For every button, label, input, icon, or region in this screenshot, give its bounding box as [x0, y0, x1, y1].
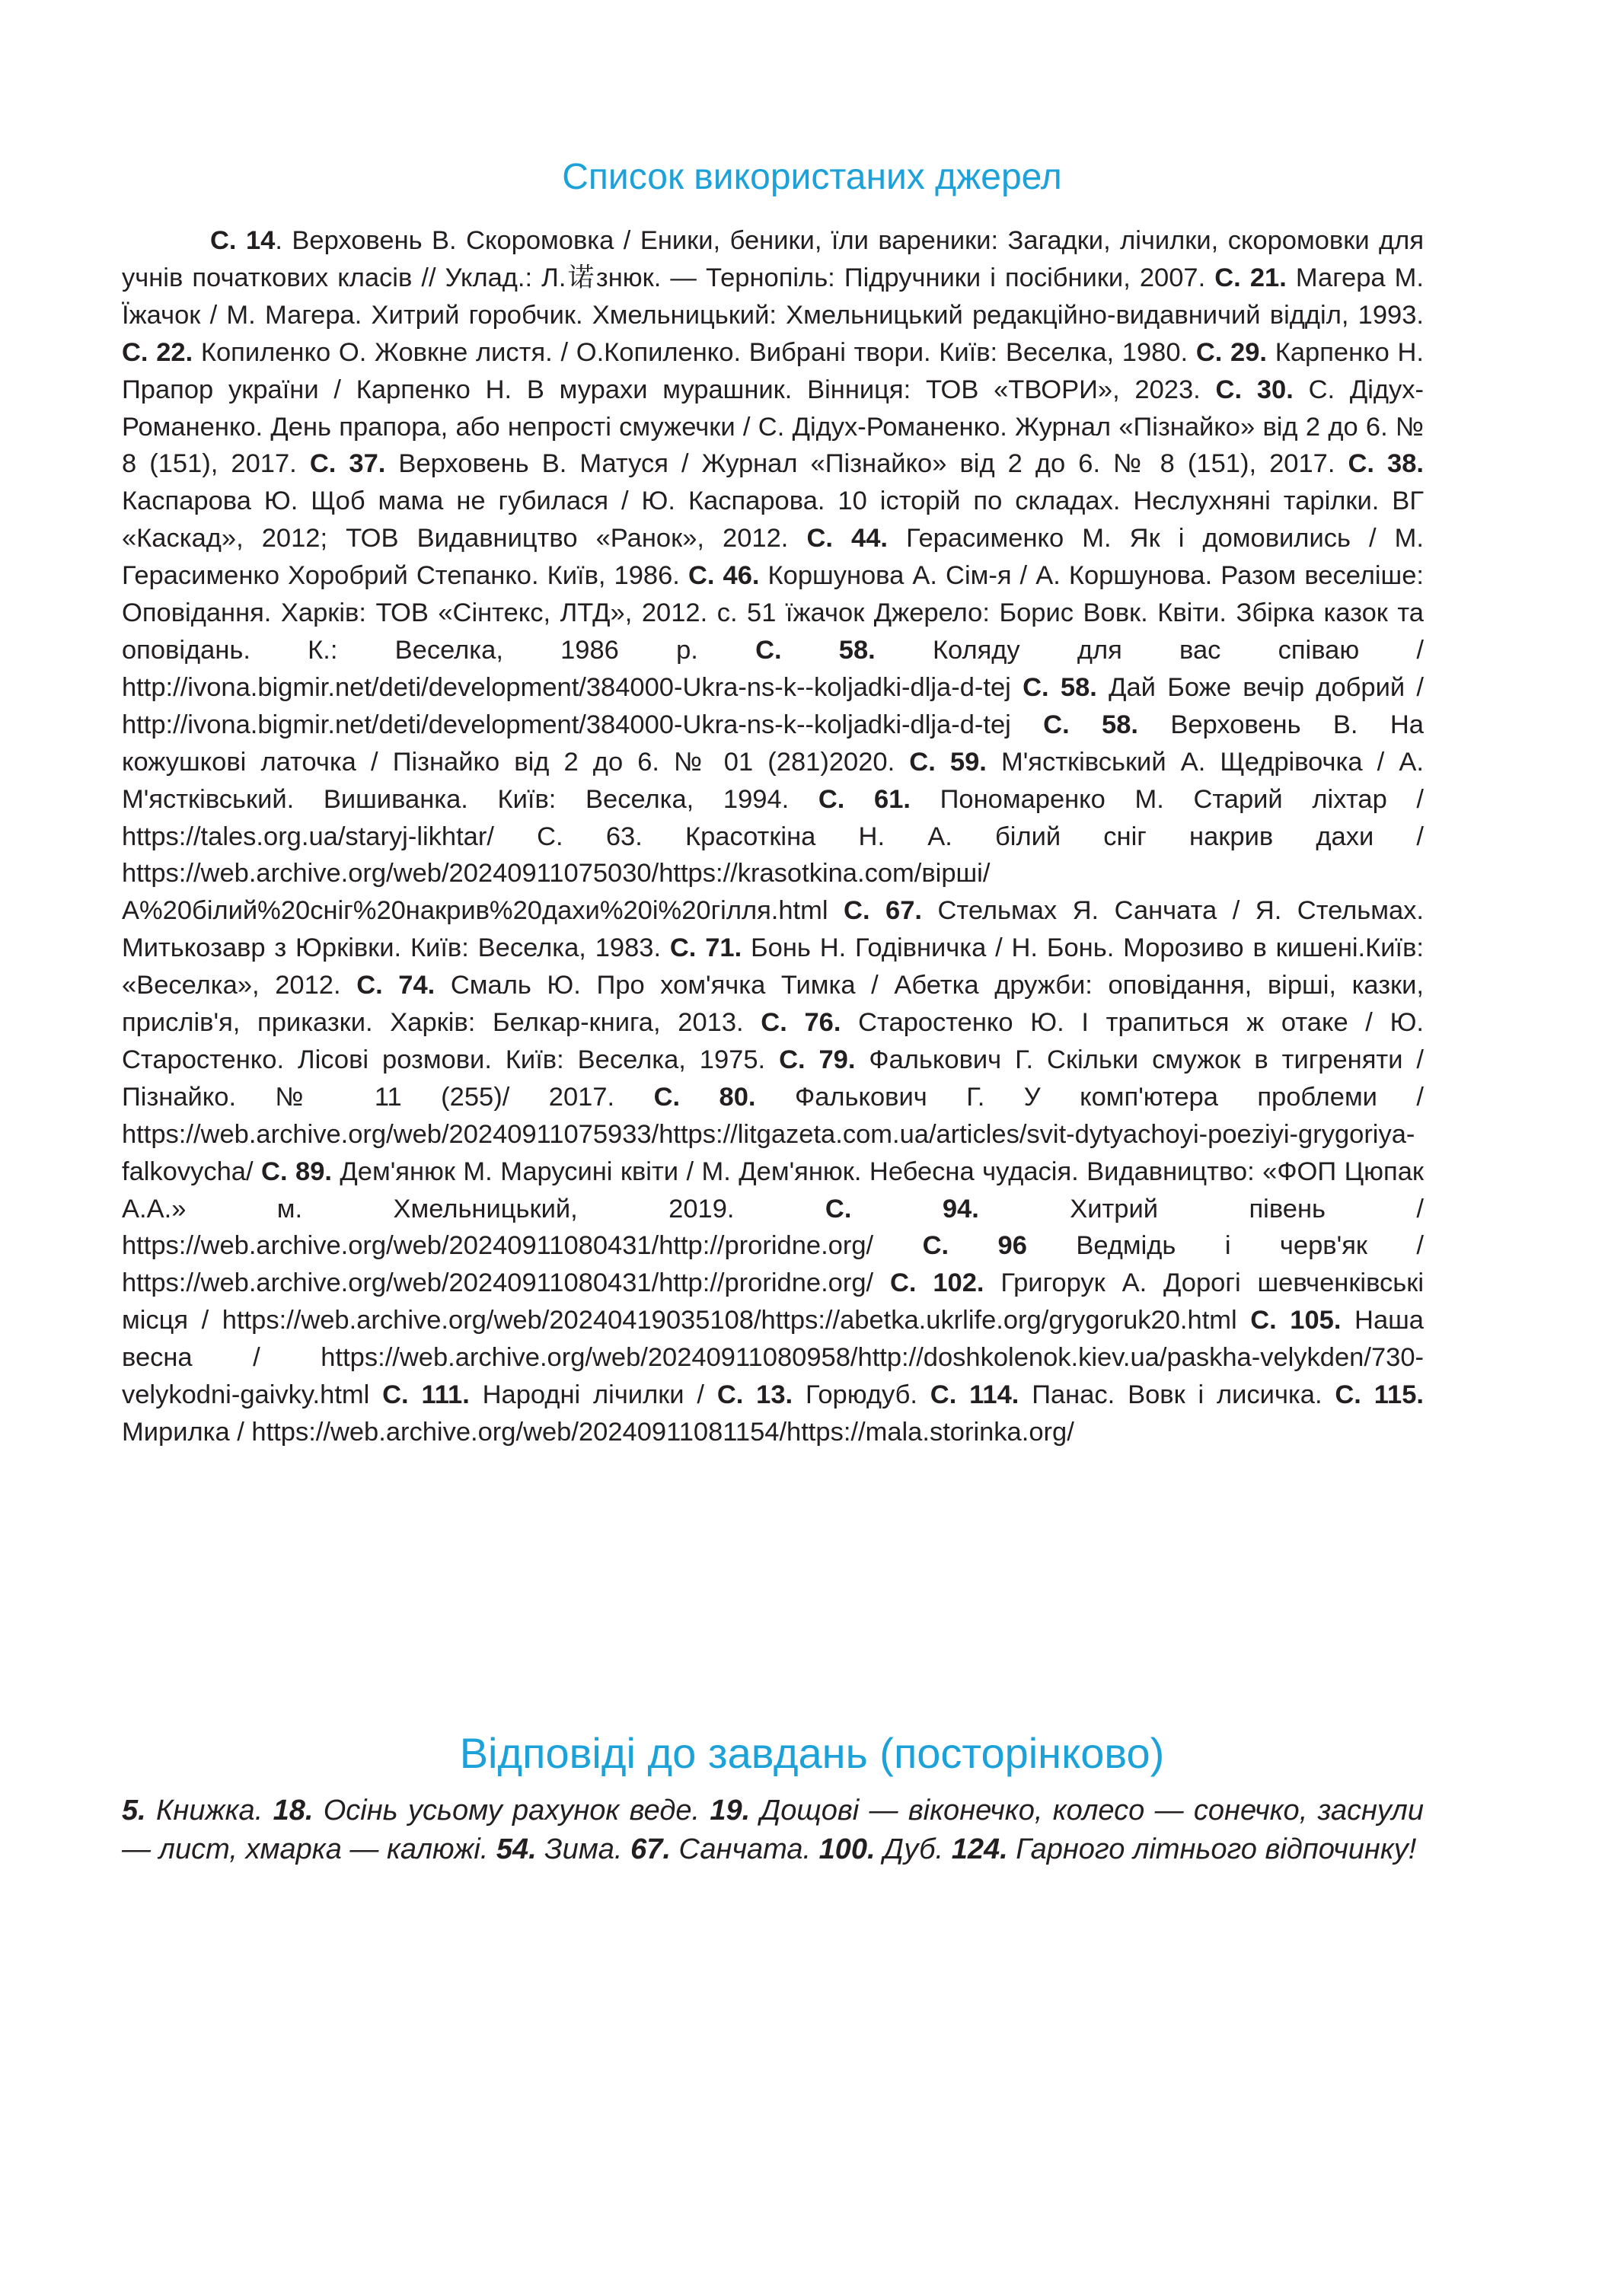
source-entry-page-ref: С. 67.: [844, 896, 923, 926]
source-entry-text: Дай Боже вечір добрий / http://ivona.bigmir.net/deti/development/384000-Ukra-ns-k--koljadki-dlja-d-tej: [122, 672, 1424, 739]
source-entry-page-ref: С. 96: [922, 1231, 1027, 1261]
answer-entry: [952, 1833, 1417, 1865]
answer-entry-text: Санчата.: [670, 1833, 819, 1865]
answer-entry-page-ref: 5.: [122, 1795, 146, 1827]
answer-entry-page-ref: 67.: [630, 1833, 671, 1865]
source-entry-page-ref: С. 59.: [909, 747, 987, 777]
source-entry-text: Коршунова А. Сім-я / А. Коршунова. Разом веселіше: Оповідання. Харків: ТОВ «Сінтекс, ЛТД», 2012. с. 51 їжачок Джерело: Борис Вовк. Квіти. Збірка казок та оповідань. К.: Веселка, 1986 р.: [122, 561, 1424, 665]
answer-entry-text: Осінь усьому рахунок веде.: [313, 1795, 710, 1827]
source-entry: [310, 449, 1348, 478]
source-entry-page-ref: С. 94.: [825, 1194, 979, 1224]
source-entry-text: Фалькович Г. У комп'ютера проблеми / https://web.archive.org/web/20240911075933/https://litgazeta.com.ua/articles/svit-dytyachoyi-poeziyi-grygoriya-falkovycha/: [122, 1082, 1424, 1186]
source-entry-text: Старостенко Ю. І трапиться ж отаке / Ю. Старостенко. Лісові розмови. Київ: Веселка, 1975.: [122, 1008, 1425, 1074]
source-entry-text: Каспарова Ю. Щоб мама не губилася / Ю. Каспарова. 10 історій по складах. Неслухняні тарілки. ВГ «Каскад», 2012; ТОВ Видавництво «Ранок», 2012.: [122, 487, 1424, 554]
source-entry-page-ref: С. 76.: [761, 1008, 841, 1038]
source-entry: [930, 1380, 1335, 1409]
source-entry-text: М'ястківський А. Щедрівочка / А. М'ястківський. Вишиванка. Київ: Веселка, 1994.: [122, 747, 1424, 814]
answer-entry-page-ref: 18.: [273, 1795, 314, 1827]
source-entry-page-ref: С. 80.: [653, 1082, 756, 1112]
source-entry-page-ref: С. 102.: [889, 1268, 984, 1298]
answer-entry-text: Зима.: [536, 1833, 631, 1865]
source-entry-page-ref: С. 14: [210, 226, 276, 255]
source-entry-text: С. Дідух-Романенко. День прапора, або непрості смужечки / С. Дідух-Романенко. Журнал «Пізнайко» від 2 до 6. № 8 (151), 2017.: [122, 375, 1424, 479]
source-entry-page-ref: С. 37.: [309, 449, 386, 479]
answers-heading: Відповіді до завдань (посторінково): [459, 1729, 1165, 1777]
answer-entry-text: Дуб.: [875, 1833, 952, 1865]
source-entry-text: Наша весна / https://web.archive.org/web/20240911080958/http://doshkolenok.kiev.ua/paskha-velykden/730-velykodni-gaivky.html: [122, 1306, 1424, 1410]
answer-entry-text: Книжка.: [145, 1795, 273, 1827]
source-entry-text: Копиленко О. Жовкне листя. / О.Копиленко. Вибрані твори. Київ: Веселка, 1980.: [193, 337, 1196, 367]
source-entry-page-ref: С. 30.: [1215, 375, 1294, 404]
source-entry-page-ref: С. 13.: [716, 1380, 793, 1410]
source-entry-page-ref: С. 58.: [1043, 710, 1138, 739]
source-entry-page-ref: С. 105.: [1250, 1306, 1342, 1335]
source-entry-page-ref: С. 89.: [261, 1157, 332, 1186]
source-entry-text: Карпенко Н. Прапор україни / Карпенко Н. В мурахи мурашник. Вінниця: ТОВ «ТВОРИ», 2023.: [122, 337, 1424, 404]
source-entry-text: Пономаренко М. Старий ліхтар / https://tales.org.ua/staryj-likhtar/ С. 63. Красоткіна Н. А. білий сніг накрив дахи / https://web.archive.org/web/20240911075030/https://krasotkina.com/вірші/А%20білий%20сніг%20накрив%20дахи%20і%20гілля.html: [122, 784, 1424, 926]
answer-entry-page-ref: 54.: [496, 1833, 537, 1865]
source-entry-text: Ведмідь і черв'як / https://web.archive.org/web/20240911080431/http://proridne.org/: [122, 1231, 1424, 1298]
source-entry-text: Смаль Ю. Про хом'ячка Тимка / Абетка дружби: оповідання, вірші, казки, прислів'я, приказки. Харків: Белкар-книга, 2013.: [122, 971, 1424, 1038]
source-entry-page-ref: С. 44.: [806, 524, 889, 554]
answer-entry: [630, 1833, 819, 1865]
source-entry-page-ref: С. 22.: [122, 337, 193, 367]
source-entry-page-ref: С. 58.: [755, 635, 876, 665]
source-entry: [122, 338, 1196, 367]
source-entry-page-ref: С. 46.: [688, 561, 760, 591]
source-entry-page-ref: С. 115.: [1335, 1380, 1424, 1410]
answer-entry: [496, 1833, 630, 1865]
source-entry-page-ref: С. 61.: [818, 784, 911, 814]
source-entry-page-ref: С. 111.: [382, 1380, 470, 1410]
source-entry-page-ref: С. 21.: [1214, 263, 1287, 292]
sources-heading: Список використаних джерел: [562, 157, 1062, 197]
source-entry-page-ref: С. 79.: [779, 1045, 856, 1074]
source-entry-text: Дем'янюк М. Марусині квіти / М. Дем'янюк. Небесна чудасія. Видавництво: «ФОП Цюпак А.А.» м. Хмельницький, 2019.: [122, 1157, 1425, 1224]
source-entry-text: Коляду для вас співаю / http://ivona.bigmir.net/deti/development/384000-Ukra-ns-k--koljadki-dlja-d-tej: [122, 635, 1424, 702]
answer-entry-page-ref: 124.: [951, 1833, 1008, 1865]
source-entry-page-ref: С. 29.: [1195, 337, 1268, 367]
answer-entry-page-ref: 100.: [818, 1833, 876, 1865]
answer-entry: [273, 1795, 710, 1827]
source-entry-page-ref: С. 38.: [1348, 449, 1425, 479]
source-entry-text: Верховень В. На кожушкові латочка / Пізнайко від 2 до 6. № 01 (281)2020.: [122, 710, 1424, 777]
source-entry-text: Хитрий півень / https://web.archive.org/web/20240911080431/http://proridne.org/: [122, 1194, 1424, 1261]
source-entry-text: Фалькович Г. Скільки смужок в тигреняти / Пізнайко. № 11 (255)/ 2017.: [122, 1045, 1424, 1112]
source-entry-page-ref: С. 71.: [669, 933, 742, 963]
source-entry-text: Бонь Н. Годівничка / Н. Бонь. Морозиво в кишені.Київ: «Веселка», 2012.: [122, 933, 1424, 1000]
source-entry-text: Григорук А. Дорогі шевченківські місця / https://web.archive.org/web/20240419035108/https://abetka.ukrlife.org/grygoruk20.html: [122, 1268, 1425, 1335]
answer-entry-text: Гарного літнього відпочинку!: [1007, 1833, 1417, 1865]
source-entry-page-ref: С. 114.: [930, 1380, 1019, 1410]
source-entry-text: Магера М. Їжачок / М. Магера. Хитрий горобчик. Хмельницький: Хмельницький редакційно-видавничий відділ, 1993.: [122, 263, 1424, 330]
answer-entry-page-ref: 19.: [710, 1795, 751, 1827]
answers-list: [122, 1791, 1424, 1869]
answer-entry-text: Дощові — віконечко, колесо — сонечко, заснули — лист, хмарка — калюжі.: [122, 1795, 1425, 1865]
source-entry-text: Панас. Вовк і лисичка.: [1019, 1380, 1335, 1410]
answer-entry: [819, 1833, 952, 1865]
source-entry-page-ref: С. 74.: [356, 971, 436, 1000]
source-entry-text: Мирилка / https://web.archive.org/web/20240911081154/https://mala.storinka.org/: [122, 1418, 1074, 1447]
source-entry-text: . Верховень В. Скоромовка / Еники, беники, їли вареники: Загадки, лічилки, скоромовки для учнів початкових класів // Уклад.: Л.诺знюк. — Тернопіль: Підручники і посібники, 2007.: [122, 226, 1424, 292]
answer-entry: [122, 1795, 273, 1827]
source-entry-text: Стельмах Я. Санчата / Я. Стельмах. Митькозавр з Юрківки. Київ: Веселка, 1983.: [122, 896, 1424, 963]
source-entry: [717, 1380, 930, 1409]
source-entry-text: Верховень В. Матуся / Журнал «Пізнайко» від 2 до 6. № 8 (151), 2017.: [385, 449, 1348, 479]
source-entry-text: Народні лічилки /: [469, 1380, 717, 1410]
source-entry: [382, 1380, 717, 1409]
source-entry-text: Герасименко М. Як і домовились / М. Герасименко Хоробрий Степанко. Київ, 1986.: [122, 524, 1424, 591]
sources-list: [122, 222, 1424, 1451]
source-entry-page-ref: С. 58.: [1023, 672, 1097, 702]
source-entry-text: Горюдуб.: [793, 1380, 930, 1410]
